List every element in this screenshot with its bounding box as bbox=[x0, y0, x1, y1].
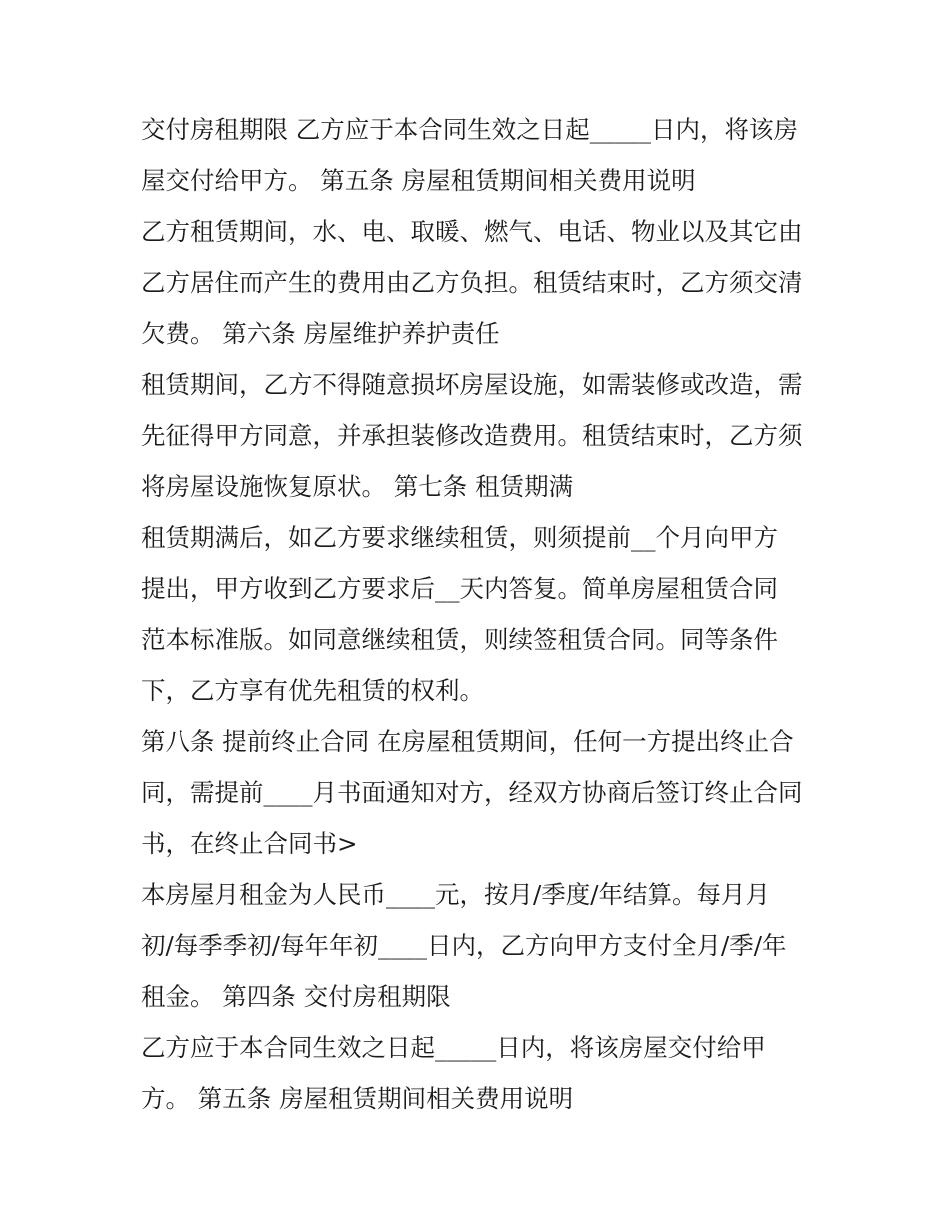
text-line: 欠费。 第六条 房屋维护养护责任 bbox=[141, 319, 500, 348]
text-line: 乙方租赁期间，水、电、取暖、燃气、电话、物业以及其它由 bbox=[141, 217, 803, 246]
document-body bbox=[141, 104, 831, 1124]
text-line: 第八条 提前终止合同 在房屋租赁期间，任何一方提出终止合 bbox=[141, 727, 794, 756]
text-line: 初/每季季初/每年年初____日内，乙方向甲方支付全月/季/年 bbox=[141, 931, 787, 960]
text-line: 屋交付给甲方。 第五条 房屋租赁期间相关费用说明 bbox=[141, 166, 696, 195]
text-line: 先征得甲方同意，并承担装修改造费用。租赁结束时，乙方须 bbox=[141, 421, 803, 450]
text-line: 将房屋设施恢复原状。 第七条 租赁期满 bbox=[141, 472, 574, 501]
text-line: 提出，甲方收到乙方要求后__天内答复。简单房屋租赁合同 bbox=[141, 574, 778, 603]
text-line: 同，需提前____月书面通知对方，经双方协商后签订终止合同 bbox=[141, 778, 803, 807]
text-line: 书，在终止合同书> bbox=[141, 829, 358, 858]
text-line: 下，乙方享有优先租赁的权利。 bbox=[141, 676, 484, 705]
text-line: 方。 第五条 房屋租赁期间相关费用说明 bbox=[141, 1084, 574, 1113]
text-line: 交付房租期限 乙方应于本合同生效之日起_____日内，将该房 bbox=[141, 115, 799, 144]
text-line: 范本标准版。如同意继续租赁，则续签租赁合同。同等条件 bbox=[141, 625, 778, 654]
text-line: 乙方应于本合同生效之日起_____日内，将该房屋交付给甲 bbox=[141, 1033, 766, 1062]
text-line: 租金。 第四条 交付房租期限 bbox=[141, 982, 451, 1011]
text-line: 乙方居住而产生的费用由乙方负担。租赁结束时，乙方须交清 bbox=[141, 268, 803, 297]
text-line: 租赁期间，乙方不得随意损坏房屋设施，如需装修或改造，需 bbox=[141, 370, 803, 399]
text-line: 本房屋月租金为人民币____元，按月/季度/年结算。每月月 bbox=[141, 880, 771, 909]
text-line: 租赁期满后，如乙方要求继续租赁，则须提前__个月向甲方 bbox=[141, 523, 778, 552]
